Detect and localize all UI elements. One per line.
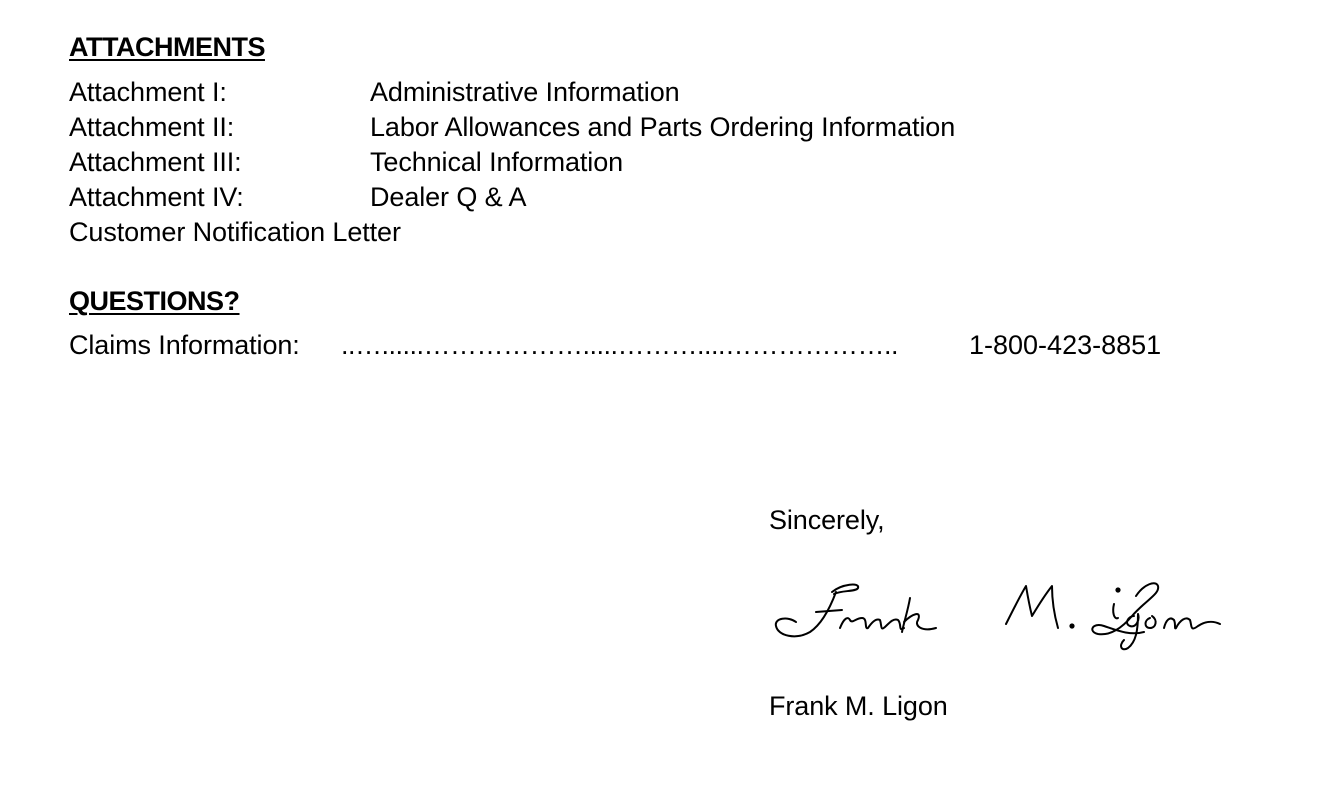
dot-leader: ..…......……………….....………....……………….. <box>341 330 899 360</box>
handwritten-signature <box>772 578 1232 658</box>
attachment-2-label: Attachment II: <box>69 112 235 142</box>
attachment-2-value: Labor Allowances and Parts Ordering Information <box>370 112 956 142</box>
questions-heading: QUESTIONS? <box>69 286 240 316</box>
attachments-heading: ATTACHMENTS <box>69 32 265 62</box>
claims-phone-number: 1-800-423-8851 <box>969 330 1162 360</box>
salutation: Sincerely, <box>769 505 885 535</box>
attachment-4-value: Dealer Q & A <box>370 182 527 212</box>
claims-information-label: Claims Information: <box>69 330 300 360</box>
attachment-3-value: Technical Information <box>370 147 624 177</box>
attachment-3-label: Attachment III: <box>69 147 242 177</box>
customer-notification-letter: Customer Notification Letter <box>69 217 401 247</box>
attachment-4-label: Attachment IV: <box>69 182 244 212</box>
attachment-1-label: Attachment I: <box>69 77 227 107</box>
attachment-1-value: Administrative Information <box>370 77 680 107</box>
signer-name: Frank M. Ligon <box>769 691 948 721</box>
